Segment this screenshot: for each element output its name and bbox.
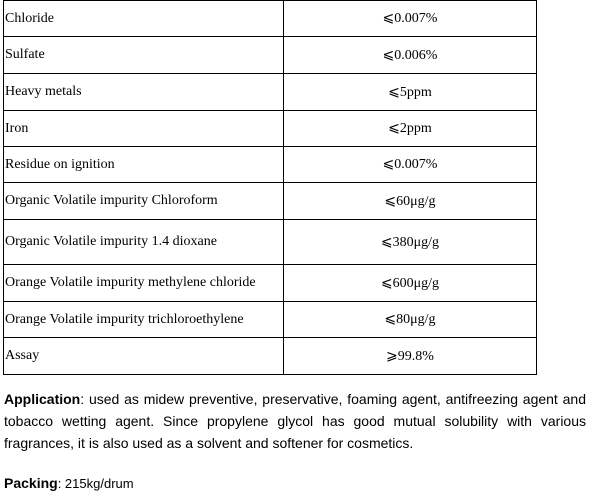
spec-item: Organic Volatile impurity Chloroform bbox=[4, 183, 284, 220]
table-row bbox=[4, 111, 537, 147]
specification-table bbox=[3, 0, 537, 375]
application-paragraph bbox=[4, 388, 586, 454]
table-row bbox=[4, 37, 537, 74]
spec-item: Assay bbox=[4, 338, 284, 375]
spec-item: Organic Volatile impurity 1.4 dioxane bbox=[4, 220, 284, 265]
spec-limit: ⩽80μg/g bbox=[283, 302, 536, 338]
spec-item: Residue on ignition bbox=[4, 147, 284, 183]
packing-label: Packing bbox=[4, 475, 58, 491]
table-row bbox=[4, 1, 537, 37]
table-row bbox=[4, 338, 537, 375]
spec-limit: ⩽0.006% bbox=[283, 37, 536, 74]
table-row bbox=[4, 302, 537, 338]
spec-item: Orange Volatile impurity methylene chloride bbox=[4, 265, 284, 302]
application-text: : used as midew preventive, preservative, foaming agent, antifreezing agent and tobacco wetting agent. Since propylene glycol has good mutual solubility with various fragrances, it is also used as a solvent and softener for cosmetics. bbox=[4, 391, 586, 451]
table-row bbox=[4, 147, 537, 183]
spec-item: Chloride bbox=[4, 1, 284, 37]
table-row bbox=[4, 74, 537, 111]
spec-limit: ⩽0.007% bbox=[283, 147, 536, 183]
spec-limit: ⩽2ppm bbox=[283, 111, 536, 147]
spec-limit: ⩽60μg/g bbox=[283, 183, 536, 220]
spec-limit: ⩽380μg/g bbox=[283, 220, 536, 265]
table-row bbox=[4, 220, 537, 265]
spec-limit: ⩽5ppm bbox=[283, 74, 536, 111]
spec-limit: ⩾99.8% bbox=[283, 338, 536, 375]
application-label: Application bbox=[4, 391, 81, 407]
spec-item: Sulfate bbox=[4, 37, 284, 74]
table-row bbox=[4, 183, 537, 220]
packing-paragraph bbox=[4, 474, 586, 493]
spec-item: Heavy metals bbox=[4, 74, 284, 111]
table-row bbox=[4, 265, 537, 302]
spec-limit: ⩽600μg/g bbox=[283, 265, 536, 302]
spec-item: Orange Volatile impurity trichloroethylene bbox=[4, 302, 284, 338]
spec-limit: ⩽0.007% bbox=[283, 1, 536, 37]
spec-item: Iron bbox=[4, 111, 284, 147]
packing-text: : 215kg/drum bbox=[57, 476, 134, 491]
